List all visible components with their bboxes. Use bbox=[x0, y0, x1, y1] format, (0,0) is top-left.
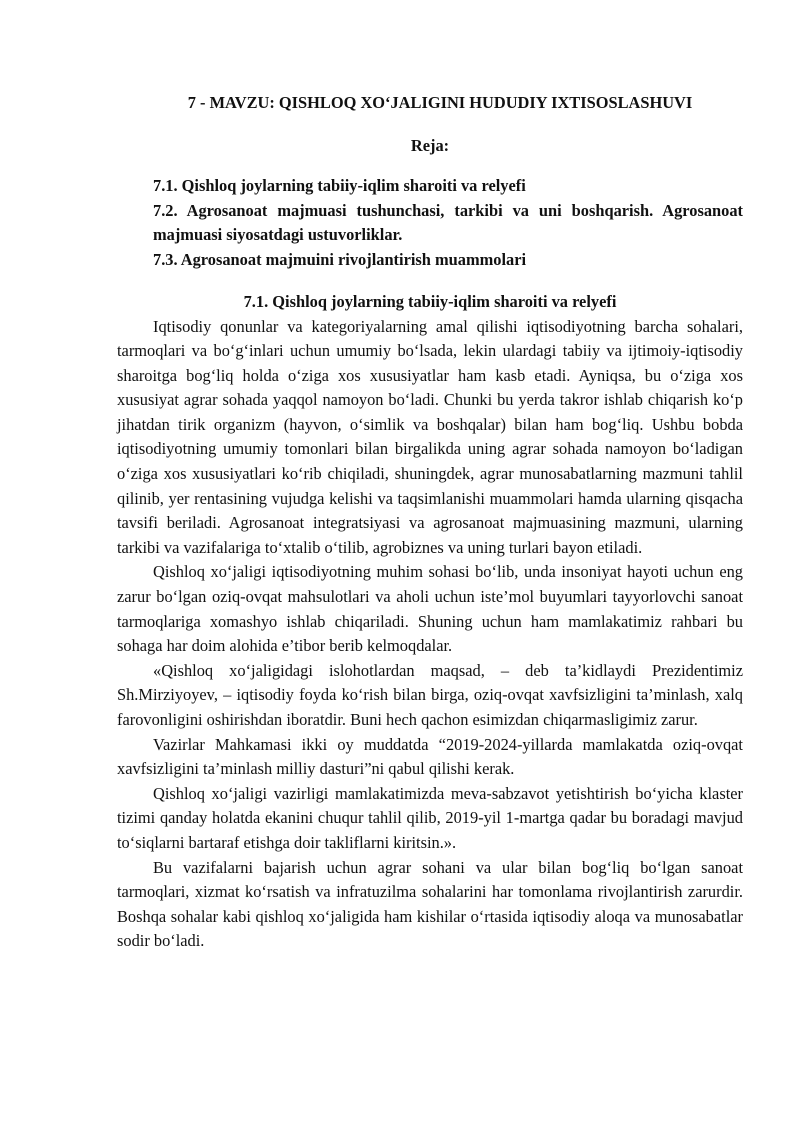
plan-item: 7.3. Agrosanoat majmuini rivojlantirish muammolari bbox=[153, 249, 527, 269]
plan-list bbox=[153, 174, 743, 272]
body-paragraph: «Qishloq xo‘jaligidagi islohotlardan maqsad, – deb ta’kidlaydi Prezidentimiz Sh.Mirziyoyev, – iqtisodiy foyda ko‘rish bilan birga, oziq-ovqat xavfsizligini ta’minlash, xalq farovonligini oshirishdan iboratdir. Buni hech qachon esimizdan chiqarmasligimiz zarur. bbox=[117, 660, 743, 729]
section-heading: 7.1. Qishloq joylarning tabiiy-iqlim sharoiti va relyefi bbox=[243, 292, 617, 311]
page-title: 7 - MAVZU: QISHLOQ XO‘JALIGINI HUDUDIY IXTISOSLASHUVI bbox=[187, 93, 693, 112]
plan-heading: Reja: bbox=[410, 136, 450, 155]
body-paragraph: Bu vazifalarni bajarish uchun agrar sohani va ular bilan bog‘liq bo‘lgan sanoat tarmoqlari, xizmat ko‘rsatish va infratuzilma sohalarini har tomonlama rivojlantirish zarurdir. Boshqa sohalar kabi qishloq xo‘jaligida ham kishilar o‘rtasida iqtisodiy aloqa va munosabatlar sodir bo‘ladi. bbox=[117, 857, 743, 951]
document-page bbox=[117, 92, 743, 954]
body-paragraph: Vazirlar Mahkamasi ikki oy muddatda “2019-2024-yillarda mamlakatda oziq-ovqat xavfsizligini ta’minlash milliy dasturi”ni qabul qilishi kerak. bbox=[117, 734, 743, 779]
body-paragraph: Qishloq xo‘jaligi vazirligi mamlakatimizda meva-sabzavot yetishtirish bo‘yicha klaster tizimi qanday holatda ekanini chuqur tahlil qilib, 2019-yil 1-martga qadar bu boradagi mavjud to‘siqlarni bartaraf etishga doir takliflarni kiritsin.». bbox=[117, 783, 743, 852]
plan-item: 7.1. Qishloq joylarning tabiiy-iqlim sharoiti va relyefi bbox=[153, 176, 526, 195]
body-paragraph: Iqtisodiy qonunlar va kategoriyalarning amal qilishi iqtisodiyotning barcha sohalari, tarmoqlari va bo‘g‘inlari uchun umumiy bo‘lsada, lekin ulardagi tabiiy va ijtimoiy-iqtisodiy sharoitga bog‘liq holda o‘ziga xos xususiyatlar ham kasb etadi. Ayniqsa, bu o‘ziga xos xususiyat agrar sohada yaqqol namoyon bo‘ladi. Chunki bu yerda takror ishlab chiqarish ko‘p jihatdan tirik organizm (hayvon, o‘simlik va boshqalar) bilan ham bog‘liq. Ushbu bobda iqtisodiyotning umumiy tomonlari bilan birgalikda uning agrar sohada namoyon bo‘ladigan o‘ziga xos xususiyatlari ko‘rib chiqiladi, shuningdek, agrar munosabatlarning mazmuni tahlil qilinib, yer rentasining vujudga kelishi va taqsimlanishi muammolari hamda ularning qisqacha tavsifi beriladi. Agrosanoat integratsiyasi va agrosanoat majmuasining mazmuni, ularning tarkibi va vazifalariga to‘xtalib o‘tilib, agrobiznes va uning turlari bayon etiladi. bbox=[117, 316, 743, 557]
body-paragraph: Qishloq xo‘jaligi iqtisodiyotning muhim sohasi bo‘lib, unda insoniyat hayoti uchun eng zarur bo‘lgan oziq-ovqat mahsulotlari va aholi uchun iste’mol buyumlari tayyorlovchi sanoat tarmoqlariga xomashyo ishlab chiqariladi. Shuning uchun ham mamlakatimiz rahbari bu sohaga har doim alohida e’tibor berib kelmoqdalar. bbox=[117, 562, 743, 656]
plan-item: 7.2. Agrosanoat majmuasi tushunchasi, tarkibi va uni boshqarish. Agrosanoat majmuasi siyosatdagi ustuvorliklar. bbox=[153, 200, 743, 244]
